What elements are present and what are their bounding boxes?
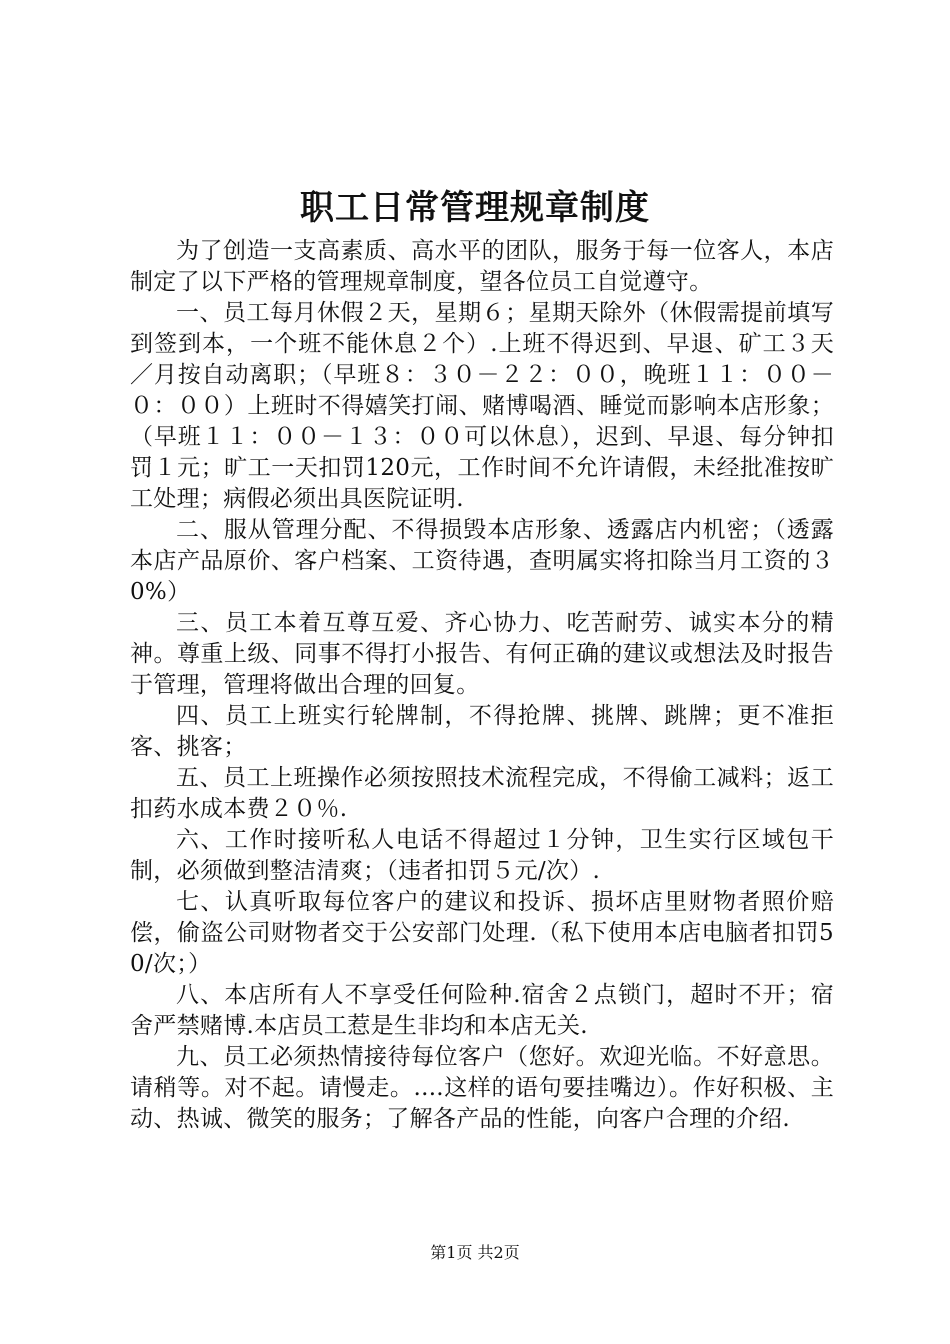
rule-paragraph-5: 五、员工上班操作必须按照技术流程完成，不得偷工减料；返工扣药水成本费２０％. bbox=[130, 765, 834, 822]
rule-paragraph-6: 六、工作时接听私人电话不得超过１分钟，卫生实行区域包干制，必须做到整洁清爽；（违者扣罚５元/次）. bbox=[130, 827, 834, 884]
rule-paragraph-8: 八、本店所有人不享受任何险种.宿舍２点锁门，超时不开；宿舍严禁赌博.本店员工惹是生非均和本店无关. bbox=[130, 982, 834, 1039]
intro-paragraph: 为了创造一支高素质、高水平的团队，服务于每一位客人，本店制定了以下严格的管理规章制度，望各位员工自觉遵守。 bbox=[130, 238, 834, 295]
rule-paragraph-7: 七、认真听取每位客户的建议和投诉、损坏店里财物者照价赔偿，偷盗公司财物者交于公安部门处理.（私下使用本店电脑者扣罚50/次；） bbox=[130, 889, 834, 977]
rule-paragraph-1: 一、员工每月休假２天，星期６；星期天除外（休假需提前填写到签到本，一个班不能休息２个）.上班不得迟到、早退、矿工３天／月按自动离职；（早班８：３０－２２：００，晚班１１：００－０：００）上班时不得嬉笑打闹、赌博喝酒、睡觉而影响本店形象；（早班１１：００－１３：００可以休息），迟到、早退、每分钟扣罚１元；旷工一天扣罚120元，工作时间不允许请假，未经批准按旷工处理；病假必须出具医院证明. bbox=[130, 300, 834, 512]
document-title: 职工日常管理规章制度 bbox=[300, 188, 650, 228]
page-number-footer: 第1页 共2页 bbox=[430, 1243, 520, 1262]
rule-paragraph-9: 九、员工必须热情接待每位客户（您好。欢迎光临。不好意思。请稍等。对不起。请慢走。....这样的语句要挂嘴边）。作好积极、主动、热诚、微笑的服务；了解各产品的性能，向客户合理的介绍. bbox=[130, 1044, 834, 1132]
rule-paragraph-3: 三、员工本着互尊互爱、齐心协力、吃苦耐劳、诚实本分的精神。尊重上级、同事不得打小报告、有何正确的建议或想法及时报告于管理，管理将做出合理的回复。 bbox=[130, 610, 834, 698]
rule-paragraph-4: 四、员工上班实行轮牌制，不得抢牌、挑牌、跳牌；更不准拒客、挑客； bbox=[130, 703, 834, 760]
rule-paragraph-2: 二、服从管理分配、不得损毁本店形象、透露店内机密；（透露本店产品原价、客户档案、工资待遇，查明属实将扣除当月工资的３0%） bbox=[130, 517, 834, 605]
document-body bbox=[130, 236, 834, 1135]
